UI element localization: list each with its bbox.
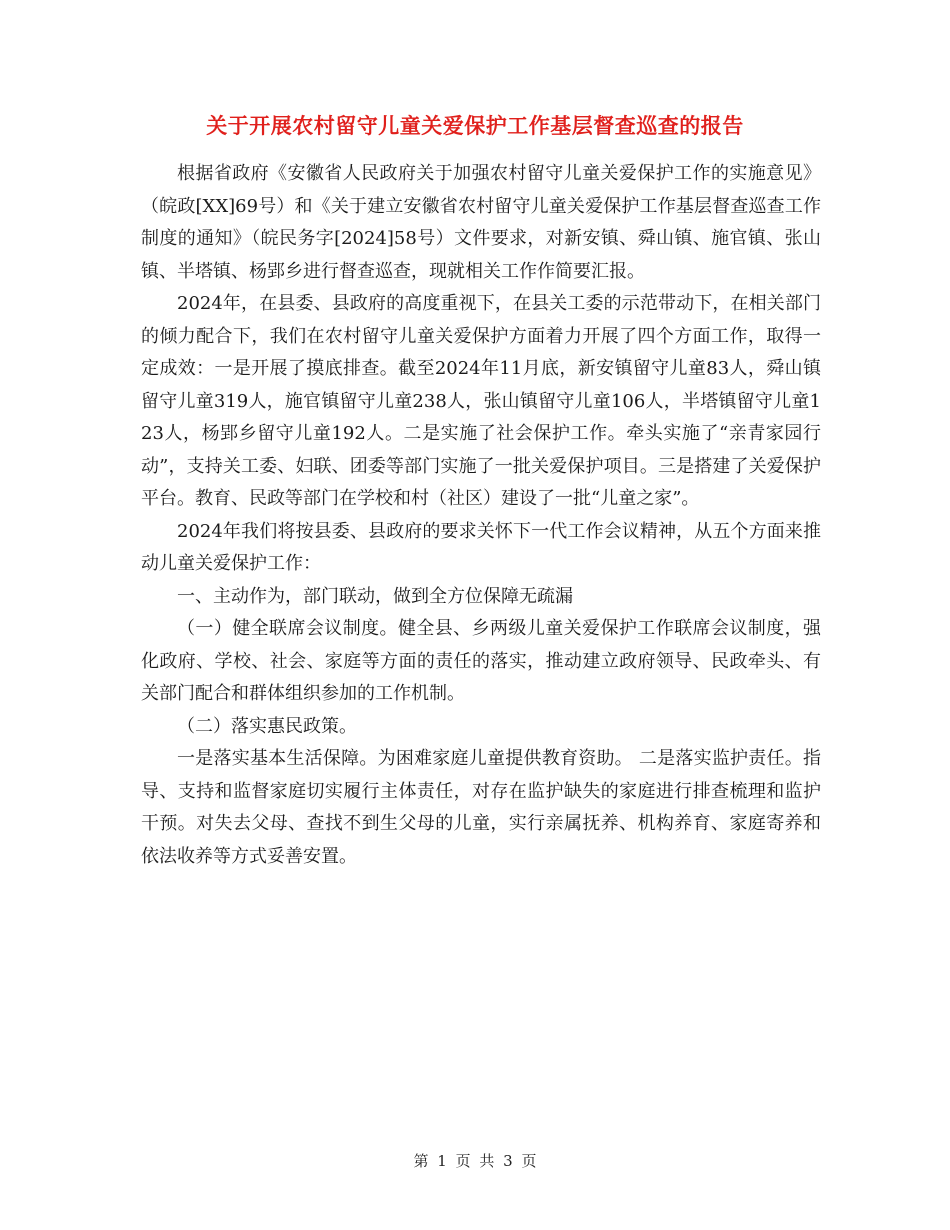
paragraph-work-summary: 2024年，在县委、县政府的高度重视下，在县关工委的示范带动下，在相关部门的倾力配合下，我们在农村留守儿童关爱保护方面着力开展了四个方面工作，取得一定成效：一是开展了摸底排查。截至2024年11月底，新安镇留守儿童83人，舜山镇留守儿童319人，施官镇留守儿童238人，张山镇留守儿童106人，半塔镇留守儿童123人，杨郢乡留守儿童192人。二是实施了社会保护工作。牵头实施了“亲青家园行动”，支持关工委、妇联、团委等部门实施了一批关爱保护项目。三是搭建了关爱保护平台。教育、民政等部门在学校和村（社区）建设了一批“儿童之家”。 (141, 293, 821, 509)
section-heading-1: 一、主动作为，部门联动，做到全方位保障无疏漏 (177, 585, 573, 607)
paragraph-plan: 2024年我们将按县委、县政府的要求关怀下一代工作会议精神，从五个方面来推动儿童关爱保护工作： (141, 520, 821, 574)
document-title: 关于开展农村留守儿童关爱保护工作基层督查巡查的报告 (206, 113, 744, 138)
paragraph-joint-meeting: （一）健全联席会议制度。健全县、乡两级儿童关爱保护工作联席会议制度，强化政府、学校、社会、家庭等方面的责任的落实，推动建立政府领导、民政牵头、有关部门配合和群体组织参加的工作机制。 (141, 618, 821, 704)
document-body (141, 158, 821, 873)
page-footer: 第 1 页 共 3 页 (413, 1152, 537, 1170)
subheading-policy: （二）落实惠民政策。 (177, 715, 357, 737)
paragraph-intro: 根据省政府《安徽省人民政府关于加强农村留守儿童关爱保护工作的实施意见》（皖政[XX]69号）和《关于建立安徽省农村留守儿童关爱保护工作基层督查巡查工作制度的通知》（皖民务字[2024]58号）文件要求，对新安镇、舜山镇、施官镇、张山镇、半塔镇、杨郢乡进行督查巡查，现就相关工作作简要汇报。 (141, 163, 821, 282)
paragraph-policy-details: 一是落实基本生活保障。为困难家庭儿童提供教育资助。 二是落实监护责任。指导、支持和监督家庭切实履行主体责任，对存在监护缺失的家庭进行排查梳理和监护干预。对失去父母、查找不到生父母的儿童，实行亲属抚养、机构养育、家庭寄养和依法收养等方式妥善安置。 (141, 748, 821, 867)
